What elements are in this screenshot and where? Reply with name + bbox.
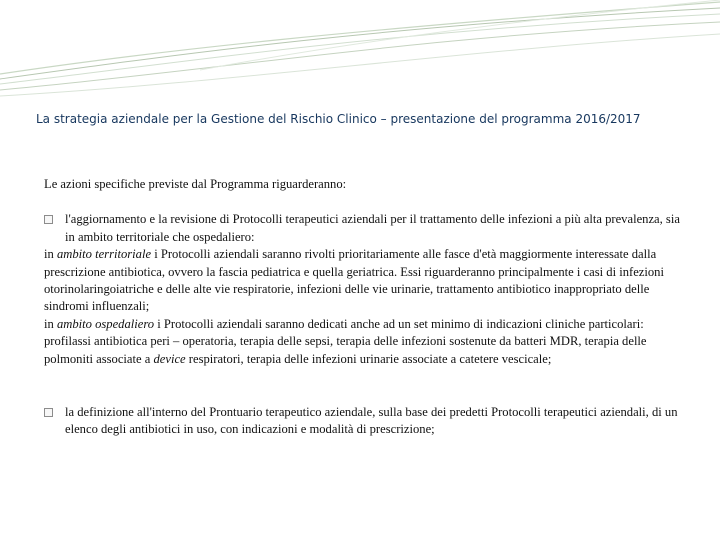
checkbox-bullet-icon [44, 408, 53, 417]
wave-line [0, 14, 720, 84]
paragraph-text: i Protocolli aziendali saranno dedicati anche ad un set minimo di indicazioni cliniche particolari: profilassi antibiotica peri – operatoria, terapia delle sepsi, terapia delle infezioni sostenute da batteri MDR, terapia delle polmoniti associate a [44, 316, 647, 366]
paragraph-territoriale [44, 246, 684, 316]
slide-body [44, 176, 684, 439]
emphasis-ambito-ospedaliero: ambito ospedaliero [56, 316, 155, 331]
text-prefix: in [44, 247, 57, 262]
bullet-text: l'aggiornamento e la revisione di Protocolli terapeutici aziendali per il trattamento delle infezioni a più alta prevalenza, sia in ambito territoriale che ospedaliero: [65, 212, 680, 244]
intro-text: Le azioni specifiche previste dal Programma riguarderanno: [44, 177, 347, 191]
wave-line [0, 2, 720, 74]
paragraph-text: respiratori, terapia delle infezioni urinarie associate a catetere vescicale; [185, 351, 552, 366]
emphasis-ambito-territoriale: ambito territoriale [56, 247, 152, 262]
checkbox-bullet-icon [44, 215, 53, 224]
emphasis-device: device [153, 351, 186, 366]
text-prefix: in [44, 316, 57, 331]
decorative-wave-lines [0, 0, 720, 110]
paragraph-text: i Protocolli aziendali saranno rivolti prioritariamente alle fasce d'età maggiormente interessate dalla prescrizione antibiotica, ovvero la fascia pediatrica e quella geriatrica. Essi riguarderanno principalmente i casi di infezioni otorinolaringoiatriche e delle alte vie respiratorie, infezioni delle vie urinarie, trattamento antibiotico inappropriato delle sindromi influenzali; [44, 247, 664, 314]
bullet-item-protocolli [44, 211, 684, 246]
slide-title: La strategia aziendale per la Gestione del Rischio Clinico – presentazione del programma 2016/2017 [36, 112, 641, 126]
paragraph-ospedaliero [44, 316, 684, 368]
bullet-item-prontuario [44, 404, 684, 439]
bullet-text: la definizione all'interno del Prontuario terapeutico aziendale, sulla base dei predetti Protocolli terapeutici aziendali, di un elenco degli antibiotici in uso, con indicazioni e modalità di prescrizione; [65, 405, 678, 437]
